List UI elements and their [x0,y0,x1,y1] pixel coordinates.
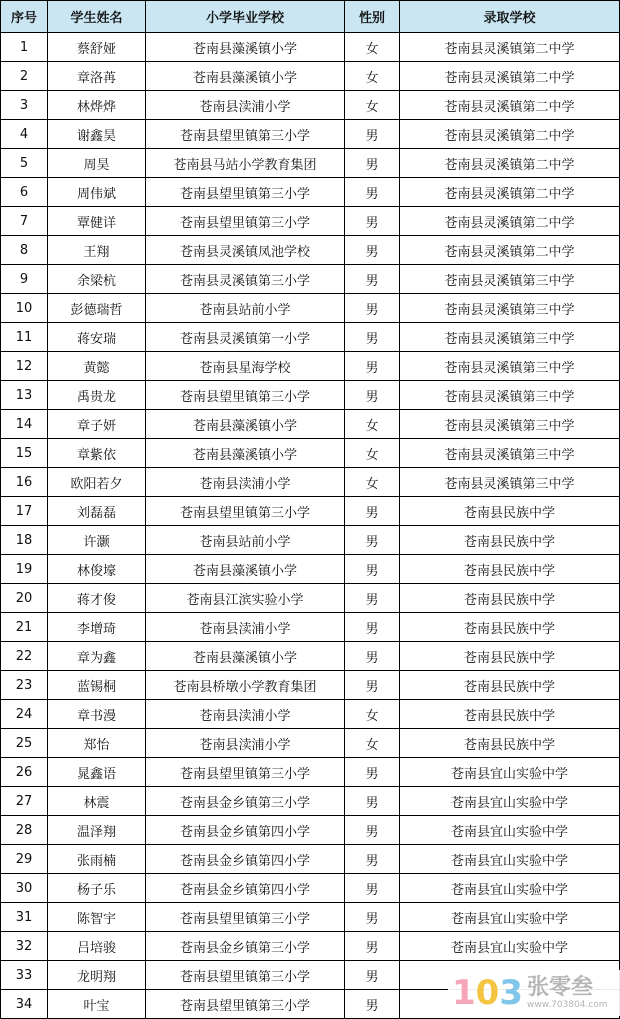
cell-gender: 男 [345,207,400,236]
cell-student-name: 禹贵龙 [48,381,146,410]
cell-primary-school: 苍南县金乡镇第三小学 [146,932,345,961]
table-row [1,613,620,642]
cell-number: 13 [1,381,48,410]
cell-student-name: 彭德瑞哲 [48,294,146,323]
cell-gender: 男 [345,584,400,613]
cell-admitted-school: 苍南县灵溪镇第二中学 [400,207,620,236]
table-row [1,381,620,410]
table-row [1,903,620,932]
watermark-logo-digit: 1 [452,973,476,1013]
cell-primary-school: 苍南县渎浦小学 [146,613,345,642]
cell-student-name: 周伟斌 [48,178,146,207]
cell-number: 18 [1,526,48,555]
cell-primary-school: 苍南县灵溪镇第三小学 [146,265,345,294]
cell-gender: 女 [345,91,400,120]
cell-admitted-school: 苍南县民族中学 [400,613,620,642]
cell-gender: 男 [345,236,400,265]
cell-student-name: 叶宝 [48,990,146,1019]
cell-admitted-school: 苍南县民族中学 [400,700,620,729]
cell-student-name: 林俊壕 [48,555,146,584]
cell-primary-school: 苍南县藻溪镇小学 [146,555,345,584]
header-primary-school: 小学毕业学校 [146,1,345,33]
cell-student-name: 龙明翔 [48,961,146,990]
cell-gender: 男 [345,120,400,149]
table-row [1,294,620,323]
cell-primary-school: 苍南县江滨实验小学 [146,584,345,613]
cell-admitted-school: 苍南县灵溪镇第三中学 [400,294,620,323]
header-student-name: 学生姓名 [48,1,146,33]
table-row [1,323,620,352]
cell-number: 2 [1,62,48,91]
cell-student-name: 蔡舒娅 [48,33,146,62]
cell-number: 24 [1,700,48,729]
cell-primary-school: 苍南县望里镇第三小学 [146,903,345,932]
cell-student-name: 郑怡 [48,729,146,758]
cell-gender: 男 [345,178,400,207]
cell-student-name: 章为鑫 [48,642,146,671]
cell-student-name: 蒋安瑞 [48,323,146,352]
cell-number: 34 [1,990,48,1019]
cell-student-name: 蓝锡桐 [48,671,146,700]
cell-admitted-school: 苍南县民族中学 [400,526,620,555]
cell-student-name: 晁鑫语 [48,758,146,787]
cell-student-name: 温泽翔 [48,816,146,845]
cell-admitted-school: 苍南县灵溪镇第二中学 [400,62,620,91]
cell-number: 19 [1,555,48,584]
cell-gender: 男 [345,671,400,700]
cell-gender: 男 [345,497,400,526]
cell-admitted-school: 苍南县灵溪镇第三中学 [400,410,620,439]
table-row [1,120,620,149]
cell-admitted-school: 苍南县灵溪镇第二中学 [400,149,620,178]
cell-gender: 男 [345,787,400,816]
cell-number: 8 [1,236,48,265]
table-row [1,468,620,497]
cell-admitted-school: 苍南县灵溪镇第三中学 [400,381,620,410]
cell-student-name: 林震 [48,787,146,816]
cell-gender: 男 [345,265,400,294]
cell-student-name: 王翔 [48,236,146,265]
cell-gender: 男 [345,294,400,323]
cell-number: 26 [1,758,48,787]
cell-primary-school: 苍南县站前小学 [146,526,345,555]
cell-number: 23 [1,671,48,700]
cell-admitted-school: 苍南县宜山实验中学 [400,845,620,874]
table-row [1,236,620,265]
cell-student-name: 李增琦 [48,613,146,642]
cell-primary-school: 苍南县金乡镇第四小学 [146,874,345,903]
cell-primary-school: 苍南县望里镇第三小学 [146,497,345,526]
cell-number: 12 [1,352,48,381]
cell-number: 29 [1,845,48,874]
cell-primary-school: 苍南县金乡镇第四小学 [146,816,345,845]
cell-primary-school: 苍南县渎浦小学 [146,700,345,729]
cell-primary-school: 苍南县藻溪镇小学 [146,410,345,439]
cell-gender: 女 [345,439,400,468]
cell-primary-school: 苍南县站前小学 [146,294,345,323]
cell-number: 25 [1,729,48,758]
header-admitted-school: 录取学校 [400,1,620,33]
cell-primary-school: 苍南县望里镇第三小学 [146,178,345,207]
cell-gender: 女 [345,410,400,439]
watermark-logo-digit: 3 [499,973,524,1013]
table-row [1,671,620,700]
header-number: 序号 [1,1,48,33]
cell-primary-school: 苍南县藻溪镇小学 [146,439,345,468]
cell-student-name: 刘磊磊 [48,497,146,526]
cell-student-name: 黄懿 [48,352,146,381]
cell-student-name: 林烨烨 [48,91,146,120]
cell-number: 32 [1,932,48,961]
table-row [1,207,620,236]
cell-primary-school: 苍南县马站小学教育集团 [146,149,345,178]
cell-primary-school: 苍南县望里镇第三小学 [146,207,345,236]
cell-number: 27 [1,787,48,816]
cell-student-name: 欧阳若夕 [48,468,146,497]
table-header-row [1,1,620,33]
cell-admitted-school: 苍南县民族中学 [400,497,620,526]
cell-primary-school: 苍南县藻溪镇小学 [146,62,345,91]
table-row [1,874,620,903]
cell-number: 31 [1,903,48,932]
table-row [1,33,620,62]
cell-gender: 男 [345,642,400,671]
watermark-name: 张零叁 [527,975,594,1000]
table-row [1,642,620,671]
table-row [1,149,620,178]
cell-primary-school: 苍南县桥墩小学教育集团 [146,671,345,700]
cell-student-name: 覃健详 [48,207,146,236]
cell-student-name: 张雨楠 [48,845,146,874]
cell-admitted-school: 苍南县民族中学 [400,555,620,584]
cell-primary-school: 苍南县望里镇第三小学 [146,758,345,787]
table-row [1,787,620,816]
cell-number: 33 [1,961,48,990]
cell-primary-school: 苍南县藻溪镇小学 [146,642,345,671]
cell-gender: 男 [345,845,400,874]
table-row [1,526,620,555]
watermark [448,970,620,1016]
cell-primary-school: 苍南县灵溪镇凤池学校 [146,236,345,265]
cell-student-name: 谢鑫昊 [48,120,146,149]
table-row [1,845,620,874]
cell-student-name: 章书漫 [48,700,146,729]
cell-primary-school: 苍南县望里镇第三小学 [146,381,345,410]
cell-admitted-school: 苍南县灵溪镇第三中学 [400,265,620,294]
cell-admitted-school: 苍南县宜山实验中学 [400,758,620,787]
cell-admitted-school: 苍南县宜山实验中学 [400,787,620,816]
table-row [1,729,620,758]
cell-admitted-school: 苍南县宜山实验中学 [400,816,620,845]
table-row [1,932,620,961]
cell-number: 10 [1,294,48,323]
table-row [1,178,620,207]
cell-gender: 女 [345,729,400,758]
cell-student-name: 周昊 [48,149,146,178]
cell-gender: 男 [345,990,400,1019]
table-row [1,555,620,584]
cell-primary-school: 苍南县金乡镇第四小学 [146,845,345,874]
cell-number: 4 [1,120,48,149]
cell-primary-school: 苍南县渎浦小学 [146,468,345,497]
cell-student-name: 杨子乐 [48,874,146,903]
cell-number: 30 [1,874,48,903]
cell-primary-school: 苍南县渎浦小学 [146,91,345,120]
table-row [1,497,620,526]
cell-gender: 男 [345,903,400,932]
cell-admitted-school: 苍南县灵溪镇第三中学 [400,439,620,468]
table-row [1,439,620,468]
cell-gender: 男 [345,961,400,990]
cell-admitted-school: 苍南县灵溪镇第二中学 [400,120,620,149]
cell-number: 15 [1,439,48,468]
cell-gender: 男 [345,149,400,178]
cell-primary-school: 苍南县灵溪镇第一小学 [146,323,345,352]
cell-admitted-school: 苍南县民族中学 [400,671,620,700]
cell-admitted-school: 苍南县灵溪镇第二中学 [400,91,620,120]
cell-primary-school: 苍南县星海学校 [146,352,345,381]
cell-gender: 男 [345,758,400,787]
cell-number: 11 [1,323,48,352]
cell-admitted-school: 苍南县灵溪镇第三中学 [400,323,620,352]
cell-student-name: 章洛苒 [48,62,146,91]
watermark-url: www.703804.com [527,1000,608,1010]
table-row [1,584,620,613]
cell-number: 20 [1,584,48,613]
table-row [1,352,620,381]
header-gender: 性别 [345,1,400,33]
cell-number: 22 [1,642,48,671]
cell-gender: 男 [345,555,400,584]
cell-gender: 男 [345,381,400,410]
cell-admitted-school: 苍南县灵溪镇第二中学 [400,178,620,207]
table-row [1,62,620,91]
cell-number: 5 [1,149,48,178]
cell-gender: 女 [345,468,400,497]
cell-student-name: 余梁杭 [48,265,146,294]
cell-primary-school: 苍南县金乡镇第三小学 [146,787,345,816]
cell-number: 21 [1,613,48,642]
cell-gender: 男 [345,323,400,352]
cell-gender: 女 [345,33,400,62]
cell-student-name: 蒋才俊 [48,584,146,613]
cell-number: 6 [1,178,48,207]
table-row [1,816,620,845]
cell-admitted-school: 苍南县民族中学 [400,729,620,758]
cell-gender: 女 [345,62,400,91]
cell-number: 17 [1,497,48,526]
cell-admitted-school: 苍南县灵溪镇第二中学 [400,236,620,265]
cell-student-name: 章子妍 [48,410,146,439]
table-row [1,700,620,729]
cell-primary-school: 苍南县望里镇第三小学 [146,961,345,990]
table-row [1,758,620,787]
cell-number: 9 [1,265,48,294]
cell-number: 28 [1,816,48,845]
cell-admitted-school: 苍南县民族中学 [400,584,620,613]
cell-gender: 男 [345,352,400,381]
cell-gender: 男 [345,932,400,961]
cell-primary-school: 苍南县藻溪镇小学 [146,33,345,62]
cell-number: 3 [1,91,48,120]
cell-admitted-school: 苍南县宜山实验中学 [400,932,620,961]
table-row [1,265,620,294]
watermark-logo [452,973,524,1013]
cell-admitted-school: 苍南县灵溪镇第三中学 [400,468,620,497]
table-row [1,91,620,120]
cell-gender: 男 [345,526,400,555]
watermark-logo-digit: 0 [475,973,500,1013]
cell-gender: 男 [345,874,400,903]
cell-admitted-school: 苍南县宜山实验中学 [400,903,620,932]
cell-student-name: 章紫依 [48,439,146,468]
cell-number: 16 [1,468,48,497]
cell-admitted-school: 苍南县宜山实验中学 [400,874,620,903]
cell-gender: 男 [345,816,400,845]
cell-student-name: 陈智宇 [48,903,146,932]
cell-admitted-school: 苍南县民族中学 [400,642,620,671]
table-body [1,33,620,1019]
cell-student-name: 许灏 [48,526,146,555]
cell-admitted-school: 苍南县灵溪镇第三中学 [400,352,620,381]
cell-gender: 女 [345,700,400,729]
cell-gender: 男 [345,613,400,642]
cell-number: 1 [1,33,48,62]
cell-number: 14 [1,410,48,439]
cell-primary-school: 苍南县望里镇第三小学 [146,990,345,1019]
cell-student-name: 吕培骏 [48,932,146,961]
cell-primary-school: 苍南县渎浦小学 [146,729,345,758]
cell-number: 7 [1,207,48,236]
table-row [1,410,620,439]
cell-primary-school: 苍南县望里镇第三小学 [146,120,345,149]
cell-admitted-school: 苍南县灵溪镇第二中学 [400,33,620,62]
